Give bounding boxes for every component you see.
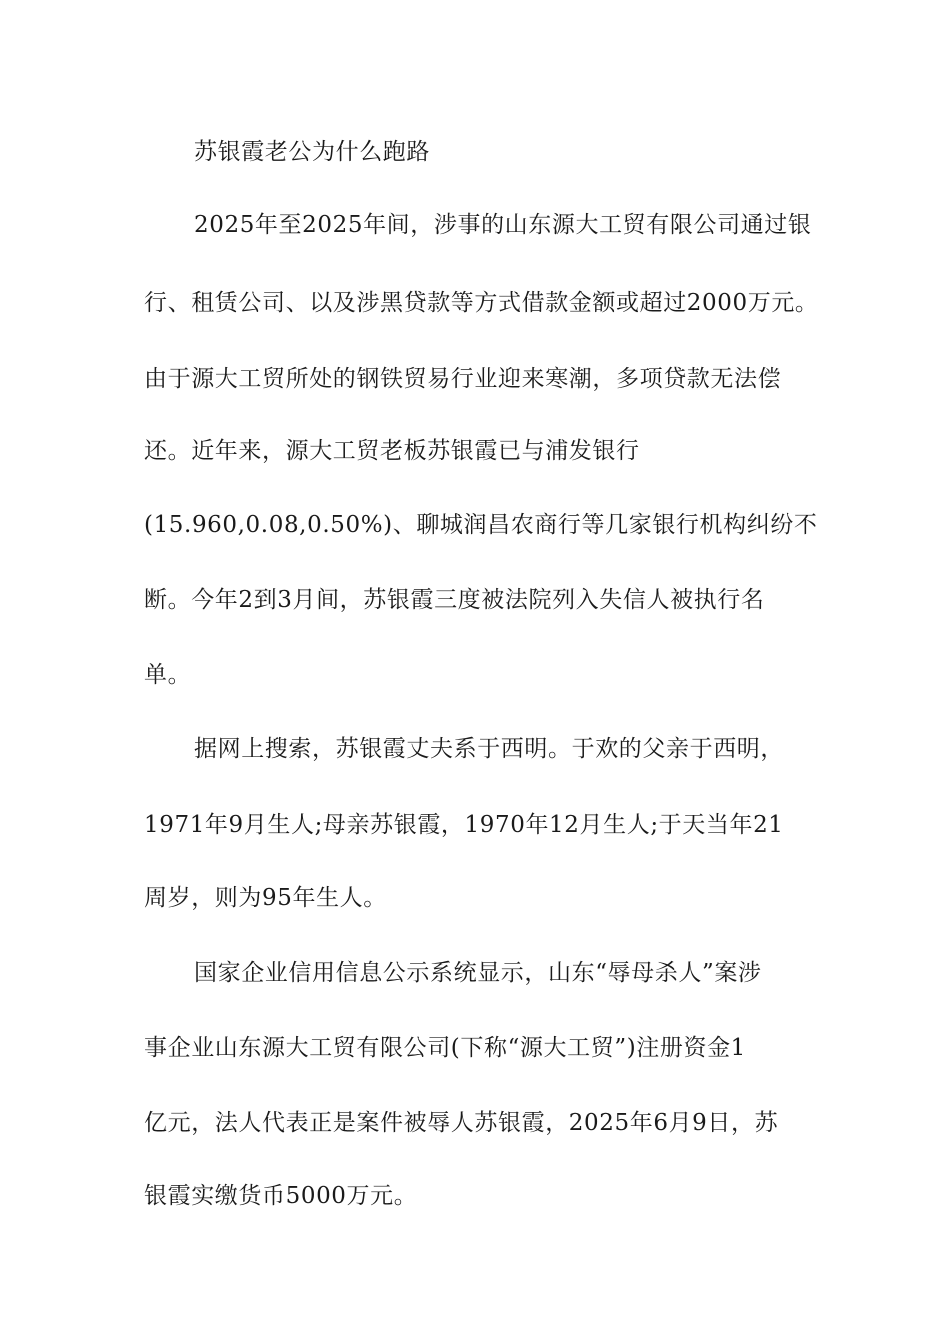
paragraph-1-line-5: (15.960,0.08,0.50%)、聊城润昌农商行等几家银行机构纠纷不	[144, 512, 818, 538]
paragraph-1-line-7: 单。	[144, 662, 192, 688]
document-title: 苏银霞老公为什么跑路	[194, 139, 430, 165]
paragraph-1-line-1: 2025年至2025年间，涉事的山东源大工贸有限公司通过银	[194, 212, 812, 238]
paragraph-3-line-4: 银霞实缴货币5000万元。	[144, 1183, 418, 1209]
paragraph-1-line-6: 断。今年2到3月间，苏银霞三度被法院列入失信人被执行名	[144, 587, 765, 613]
paragraph-1-line-4: 还。近年来，源大工贸老板苏银霞已与浦发银行	[144, 438, 640, 464]
paragraph-1-line-2: 行、租赁公司、以及涉黑贷款等方式借款金额或超过2000万元。	[144, 290, 819, 316]
paragraph-3-line-2: 事企业山东源大工贸有限公司(下称“源大工贸”)注册资金1	[144, 1035, 746, 1061]
paragraph-3-line-1: 国家企业信用信息公示系统显示，山东“辱母杀人”案涉	[194, 960, 762, 986]
paragraph-3-line-3: 亿元，法人代表正是案件被辱人苏银霞，2025年6月9日，苏	[144, 1110, 779, 1136]
paragraph-1-line-3: 由于源大工贸所处的钢铁贸易行业迎来寒潮，多项贷款无法偿	[144, 366, 782, 392]
paragraph-2-line-2: 1971年9月生人;母亲苏银霞，1970年12月生人;于天当年21	[144, 812, 784, 838]
paragraph-2-line-1: 据网上搜索，苏银霞丈夫系于西明。于欢的父亲于西明，	[194, 736, 784, 762]
paragraph-2-line-3: 周岁，则为95年生人。	[144, 885, 387, 911]
